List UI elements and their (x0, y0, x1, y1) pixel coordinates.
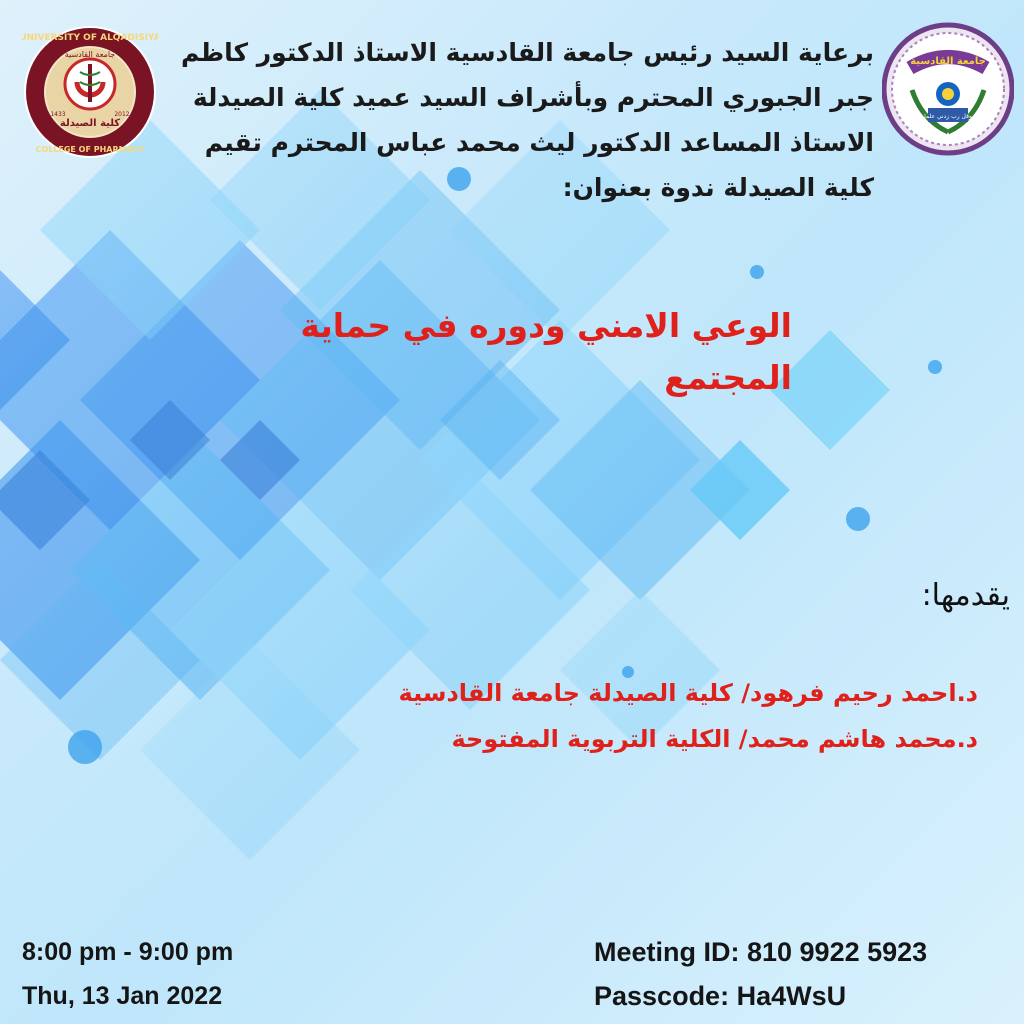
svg-text:2012: 2012 (114, 111, 130, 118)
schedule-block (22, 930, 233, 1018)
event-time: 8:00 pm - 9:00 pm (22, 938, 234, 966)
presenter-item: د.احمد رحيم فرهود/ كلية الصيدلة جامعة القادسية (398, 679, 978, 707)
intro-line: كلية الصيدلة ندوة بعنوان: (562, 173, 874, 202)
title-line: الوعي الامني ودوره في حماية (300, 306, 792, 345)
svg-text:جامعة القادسية: جامعة القادسية (910, 56, 986, 67)
meeting-passcode: Passcode: Ha4WsU (594, 981, 847, 1011)
intro-line: جبر الجبوري المحترم وبأشراف السيد عميد كلية الصيدلة (192, 83, 874, 112)
svg-text:COLLEGE OF PHARMACY: COLLEGE OF PHARMACY (35, 145, 145, 154)
presenters-list (278, 670, 978, 762)
university-of-alqadisiyah-logo (882, 20, 1014, 158)
meeting-info (594, 930, 927, 1018)
svg-text:جامعة القادسية: جامعة القادسية (64, 50, 116, 59)
svg-text:وقل رب زدني علما: وقل رب زدني علما (924, 113, 972, 120)
intro-line: الاستاذ المساعد الدكتور ليث محمد عباس المحترم تقيم (204, 128, 874, 157)
svg-text:UNIVERSITY OF ALQADISIYA: UNIVERSITY OF ALQADISIYA (22, 33, 158, 43)
presenter-item: د.محمد هاشم محمد/ الكلية التربوية المفتوحة (451, 725, 978, 753)
svg-text:1433: 1433 (50, 111, 66, 118)
title-line: المجتمع (664, 358, 792, 397)
intro-line: برعاية السيد رئيس جامعة القادسية الاستاذ الدكتور كاظم (181, 38, 874, 67)
event-date: Thu, 13 Jan 2022 (22, 982, 223, 1010)
svg-text:كلية الصيدلة: كلية الصيدلة (59, 118, 121, 129)
meeting-id: Meeting ID: 810 9922 5923 (594, 937, 928, 967)
seminar-title (232, 300, 792, 404)
sponsorship-intro (134, 30, 874, 210)
presenters-heading: يقدمها: (921, 578, 1010, 613)
